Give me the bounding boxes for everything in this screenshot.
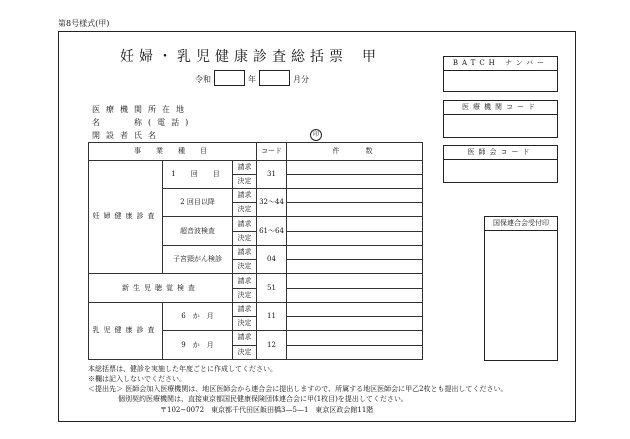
row-label: 6 か 月 bbox=[163, 302, 233, 330]
table-row bbox=[89, 274, 423, 288]
count-cell[interactable] bbox=[287, 231, 423, 245]
row-label: 1 回 目 bbox=[163, 160, 233, 188]
year-input[interactable] bbox=[214, 70, 245, 86]
count-cell[interactable] bbox=[287, 345, 423, 359]
claim-label: 請求 bbox=[233, 217, 257, 231]
group-infant: 乳児健康診査 bbox=[89, 302, 163, 359]
clinic-code-label: 医療機関コード bbox=[443, 100, 558, 115]
row-label: 9 か 月 bbox=[163, 331, 233, 360]
receipt-stamp-box bbox=[484, 216, 558, 361]
founder-label: 開設者氏名 bbox=[92, 131, 162, 140]
row-code: 61〜64 bbox=[257, 217, 287, 245]
batch-number-label: BATCH ナンバー bbox=[443, 56, 558, 71]
decided-label: 決定 bbox=[233, 288, 257, 302]
form-title: 妊婦・乳児健康診査総括票 甲 bbox=[120, 49, 381, 65]
form-number: 第8号様式(甲) bbox=[58, 19, 110, 28]
era-label: 令和 bbox=[195, 75, 211, 84]
note-line: ＜提出先＞ 医師会加入医療機関は、地区医師会から連合会に提出しますので、所属する地区医師会に甲乙2枚とも提出してください。 bbox=[88, 385, 508, 393]
note-line: 本総括票は、健診を実施した年度ごとに作成してください。 bbox=[88, 365, 277, 373]
row-code: 12 bbox=[257, 331, 287, 360]
row-label: 子宮頸がん検診 bbox=[163, 245, 233, 273]
claim-label: 請求 bbox=[233, 160, 257, 174]
note-line: ※欄は記入しないでください。 bbox=[88, 375, 186, 383]
claim-label: 請求 bbox=[233, 331, 257, 345]
address-label: 医療機関所在地 bbox=[92, 105, 190, 114]
claim-label: 請求 bbox=[233, 245, 257, 259]
note-line: 個別契約医療機関は、直接東京都国民健康保険団体連合会に甲(1枚目)を提出してください。 bbox=[118, 395, 408, 403]
count-cell[interactable] bbox=[287, 317, 423, 331]
decided-label: 決定 bbox=[233, 317, 257, 331]
claim-label: 請求 bbox=[233, 189, 257, 203]
count-cell[interactable] bbox=[287, 260, 423, 274]
row-code: 51 bbox=[257, 274, 287, 302]
seal-mark: 印 bbox=[310, 129, 322, 141]
decided-label: 決定 bbox=[233, 260, 257, 274]
month-input[interactable] bbox=[259, 70, 290, 86]
batch-number-field[interactable] bbox=[443, 70, 558, 92]
count-cell[interactable] bbox=[287, 174, 423, 188]
claims-table bbox=[88, 142, 423, 360]
row-label: 2 回目以降 bbox=[163, 189, 233, 217]
claim-label: 請求 bbox=[233, 302, 257, 316]
header-code: コード bbox=[257, 143, 287, 161]
count-cell[interactable] bbox=[287, 203, 423, 217]
claim-label: 請求 bbox=[233, 274, 257, 288]
row-code: 32〜44 bbox=[257, 189, 287, 217]
header-count: 件 数 bbox=[287, 143, 423, 161]
group-prenatal: 妊婦健康診査 bbox=[89, 160, 163, 274]
count-cell[interactable] bbox=[287, 189, 423, 203]
count-cell[interactable] bbox=[287, 302, 423, 316]
year-label: 年 bbox=[248, 75, 256, 84]
count-cell[interactable] bbox=[287, 274, 423, 288]
decided-label: 決定 bbox=[233, 345, 257, 359]
count-cell[interactable] bbox=[287, 245, 423, 259]
row-code: 04 bbox=[257, 245, 287, 273]
row-code: 31 bbox=[257, 160, 287, 188]
clinic-code-field[interactable] bbox=[443, 114, 558, 138]
assoc-code-field[interactable] bbox=[443, 159, 558, 183]
table-header-row bbox=[89, 143, 423, 161]
note-address: 〒102−0072 東京都千代田区飯田橋3—5—1 東京区政会館11階 bbox=[160, 406, 374, 414]
table-row bbox=[89, 302, 423, 316]
count-cell[interactable] bbox=[287, 288, 423, 302]
decided-label: 決定 bbox=[233, 174, 257, 188]
row-code: 11 bbox=[257, 302, 287, 330]
header-category: 事 業 種 目 bbox=[89, 143, 257, 161]
clinic-name-label: 名 称(電話) bbox=[92, 118, 195, 127]
count-cell[interactable] bbox=[287, 160, 423, 174]
row-label: 超音波検査 bbox=[163, 217, 233, 245]
decided-label: 決定 bbox=[233, 203, 257, 217]
receipt-stamp-label: 国保連合会受付印 bbox=[485, 217, 557, 231]
group-newborn-hearing: 新生児聴覚検査 bbox=[89, 274, 233, 302]
count-cell[interactable] bbox=[287, 331, 423, 345]
count-cell[interactable] bbox=[287, 217, 423, 231]
month-label: 月分 bbox=[293, 75, 309, 84]
decided-label: 決定 bbox=[233, 231, 257, 245]
table-row bbox=[89, 160, 423, 174]
assoc-code-label: 医師会コード bbox=[443, 145, 558, 160]
